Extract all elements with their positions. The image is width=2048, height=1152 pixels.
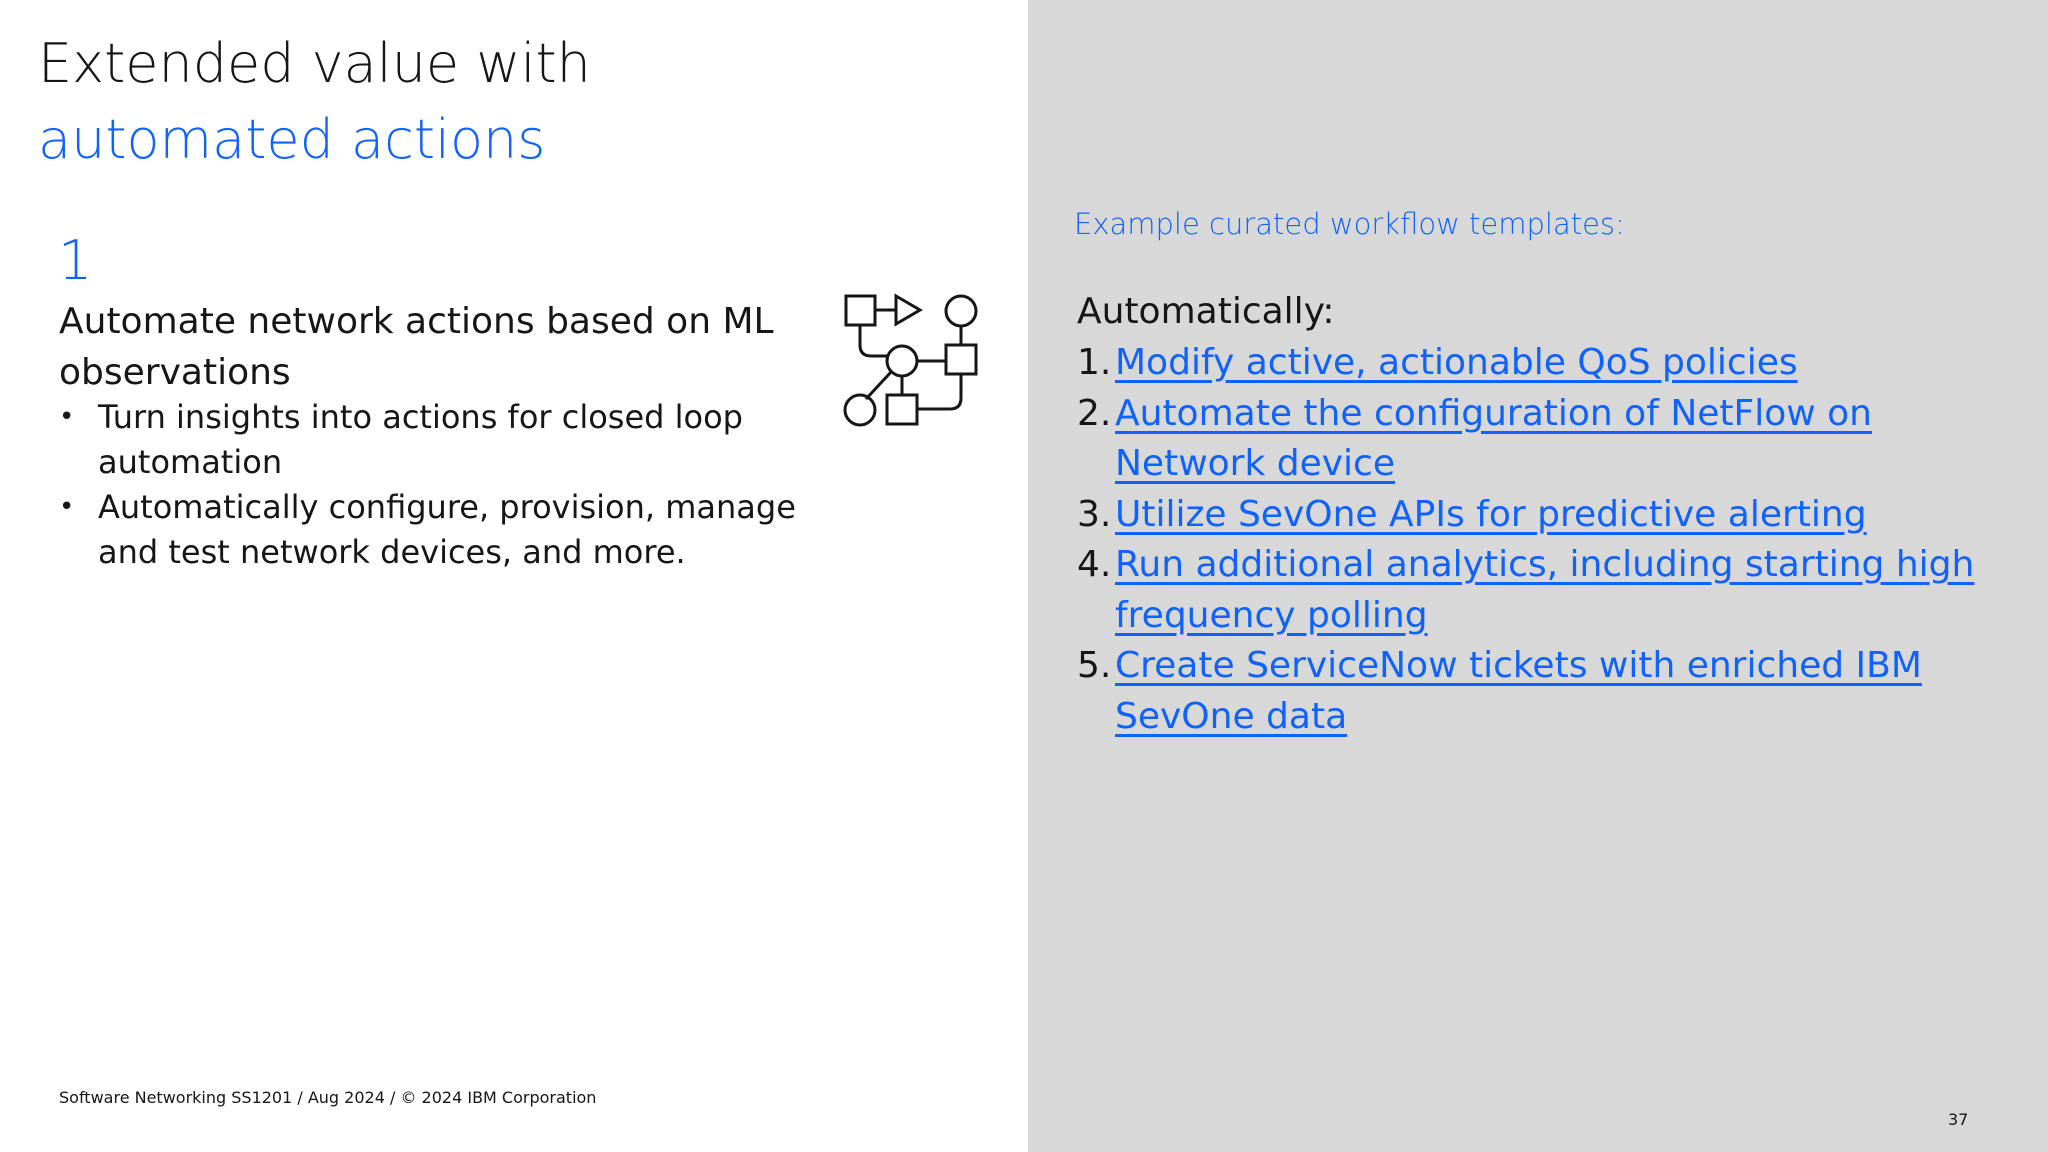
section-number: 1 — [58, 229, 93, 292]
bullet-glyph: • — [59, 492, 75, 522]
link-automate-netflow-config[interactable]: Automate the configuration of NetFlow on Network device — [1115, 392, 1872, 484]
bullet-text: Automatically configure, provision, manage and test network devices, and more. — [98, 488, 796, 571]
slide-title-line2: automated actions — [38, 108, 546, 171]
list-item-number: 3. — [1077, 493, 1112, 535]
link-create-servicenow-tickets[interactable]: Create ServiceNow tickets with enriched IBM SevOne data — [1115, 645, 1922, 737]
slide-title-line1: Extended value with — [38, 32, 591, 95]
list-item — [1077, 540, 2017, 641]
list-item — [1077, 389, 2017, 490]
automatically-label: Automatically: — [1077, 291, 1335, 332]
link-run-additional-analytics[interactable]: Run additional analytics, including starting high frequency polling — [1115, 544, 1975, 636]
workflow-template-list — [1077, 338, 2017, 742]
list-item-number: 1. — [1077, 342, 1112, 383]
bullet-item — [59, 485, 829, 575]
list-item-number: 4. — [1077, 544, 1112, 585]
bullet-item — [59, 395, 829, 485]
list-item-number: 5. — [1077, 645, 1112, 686]
footer-text: Software Networking SS1201 / Aug 2024 / © 2024 IBM Corporation — [59, 1088, 597, 1107]
list-item — [1077, 641, 2017, 742]
link-modify-qos-policies[interactable]: Modify active, actionable QoS policies — [1115, 342, 1798, 383]
list-item — [1077, 490, 2017, 541]
bullet-text: Turn insights into actions for closed loop automation — [98, 398, 743, 481]
page-number: 37 — [1948, 1110, 1969, 1129]
bullet-list — [59, 395, 829, 575]
bullet-glyph: • — [59, 402, 75, 432]
list-item-number: 2. — [1077, 392, 1112, 434]
link-sevone-apis-alerting[interactable]: Utilize SevOne APIs for predictive alerting — [1115, 493, 1867, 535]
list-item — [1077, 338, 2017, 389]
workflow-diagram-icon — [838, 290, 988, 435]
section-heading: Automate network actions based on ML observations — [59, 301, 774, 393]
slide-title — [38, 26, 591, 178]
example-label: Example curated workflow templates: — [1074, 207, 1625, 241]
